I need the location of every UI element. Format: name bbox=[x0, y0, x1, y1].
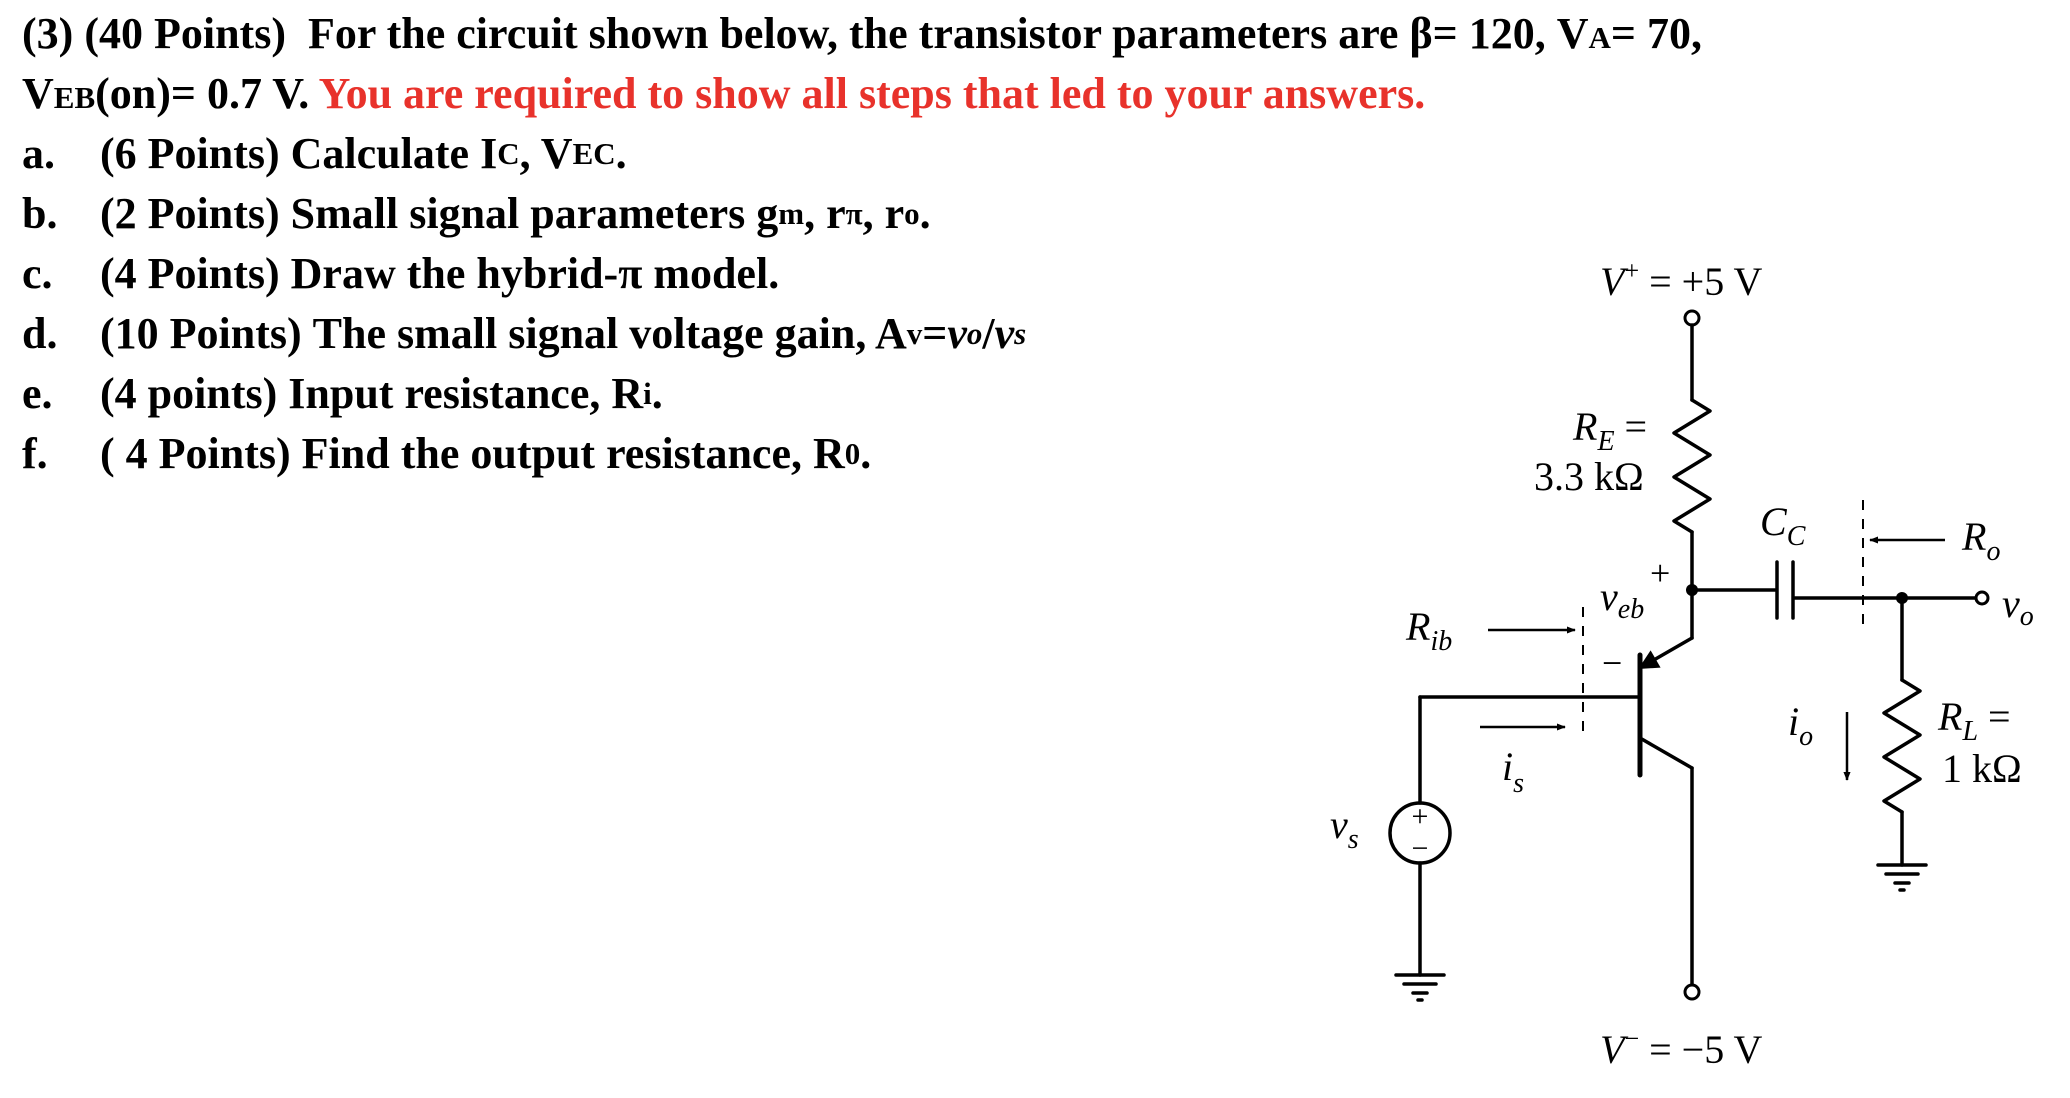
part-points: (4 Points) bbox=[100, 249, 280, 298]
part-text: . bbox=[860, 429, 872, 478]
part-label: f. bbox=[22, 429, 48, 478]
part-text: Small signal parameters g bbox=[290, 189, 779, 238]
veb-value: (on)= 0.7 V. bbox=[95, 69, 310, 118]
v-plus-terminal bbox=[1685, 311, 1699, 325]
instruction-text: You are required to show all steps that led to your answers. bbox=[318, 69, 1426, 118]
veb-subscript: EB bbox=[53, 80, 96, 115]
part-points: (2 Points) bbox=[100, 189, 280, 238]
part-text: Find the output resistance, R bbox=[301, 429, 845, 478]
subscript: EC bbox=[572, 136, 616, 171]
subscript: C bbox=[497, 136, 520, 171]
part-points: (4 points) bbox=[100, 369, 278, 418]
vs-symbol: v bbox=[994, 309, 1015, 358]
subscript: o bbox=[904, 196, 920, 231]
subscript: i bbox=[643, 376, 652, 411]
source-minus: − bbox=[1411, 832, 1429, 865]
is-label: $i_s$ bbox=[1502, 744, 1525, 799]
re-value: 3.3 kΩ bbox=[1534, 454, 1644, 499]
emitter-lead bbox=[1640, 638, 1692, 668]
part-points: (6 Points) bbox=[100, 129, 280, 178]
vs-label: $v_s$ bbox=[1330, 802, 1359, 855]
part-text: Draw the hybrid-π model. bbox=[290, 249, 780, 298]
subscript: v bbox=[906, 316, 923, 351]
part-text: , r bbox=[804, 189, 846, 238]
veb-label: $v_{eb}$ bbox=[1600, 574, 1645, 625]
part-points: ( 4 Points) bbox=[100, 429, 291, 478]
rl-value: 1 kΩ bbox=[1942, 746, 2022, 791]
re-label: $R_E$ = bbox=[1573, 404, 1648, 457]
subscript: m bbox=[778, 196, 805, 231]
part-text: = bbox=[922, 309, 948, 358]
rl-label: $R_L$ = bbox=[1938, 694, 2011, 747]
va-value: = 70, bbox=[1610, 9, 1702, 58]
part-text: Calculate I bbox=[290, 129, 498, 178]
part-label: a. bbox=[22, 129, 55, 178]
rl-resistor bbox=[1884, 680, 1920, 812]
question-statement: For the circuit shown below, the transistor parameters are β= 120, V bbox=[307, 9, 1589, 58]
vo-terminal bbox=[1976, 592, 1988, 604]
rib-label: $R_{ib}$ bbox=[1406, 604, 1453, 657]
v-minus-label: V− = −5 V bbox=[1600, 1024, 1763, 1072]
io-label: $i_o$ bbox=[1788, 699, 1814, 752]
vo-label: $v_o$ bbox=[2002, 581, 2034, 632]
part-label: b. bbox=[22, 189, 58, 238]
re-resistor bbox=[1674, 400, 1710, 532]
part-text: , r bbox=[862, 189, 905, 238]
subscript: π bbox=[845, 196, 863, 231]
part-text: . bbox=[651, 369, 663, 418]
part-text: . bbox=[919, 189, 931, 238]
part-points: (10 Points) bbox=[100, 309, 302, 358]
part-text: . bbox=[615, 129, 627, 178]
v-minus-terminal bbox=[1685, 985, 1699, 999]
subscript: s bbox=[1014, 316, 1027, 351]
veb-minus: − bbox=[1602, 643, 1623, 683]
vo-symbol: v bbox=[947, 309, 967, 358]
question-points: (40 Points) bbox=[84, 9, 286, 58]
collector-lead bbox=[1640, 738, 1692, 768]
subscript: 0 bbox=[844, 436, 861, 471]
subscript: o bbox=[966, 316, 983, 351]
part-text: The small signal voltage gain, A bbox=[312, 309, 907, 358]
part-label: c. bbox=[22, 249, 53, 298]
part-label: d. bbox=[22, 309, 58, 358]
source-plus: + bbox=[1411, 800, 1429, 833]
question-number: (3) bbox=[22, 9, 74, 58]
ro-label: $R_o$ bbox=[1962, 514, 2001, 567]
v-plus-label: V+ = +5 V bbox=[1600, 256, 1763, 304]
cc-label: $C_C$ bbox=[1760, 499, 1806, 552]
va-subscript: A bbox=[1588, 20, 1611, 55]
part-text: , V bbox=[519, 129, 573, 178]
part-text: / bbox=[982, 309, 995, 358]
part-label: e. bbox=[22, 369, 53, 418]
veb-plus: + bbox=[1650, 553, 1671, 593]
veb-symbol: V bbox=[22, 69, 54, 118]
part-text: Input resistance, R bbox=[288, 369, 644, 418]
